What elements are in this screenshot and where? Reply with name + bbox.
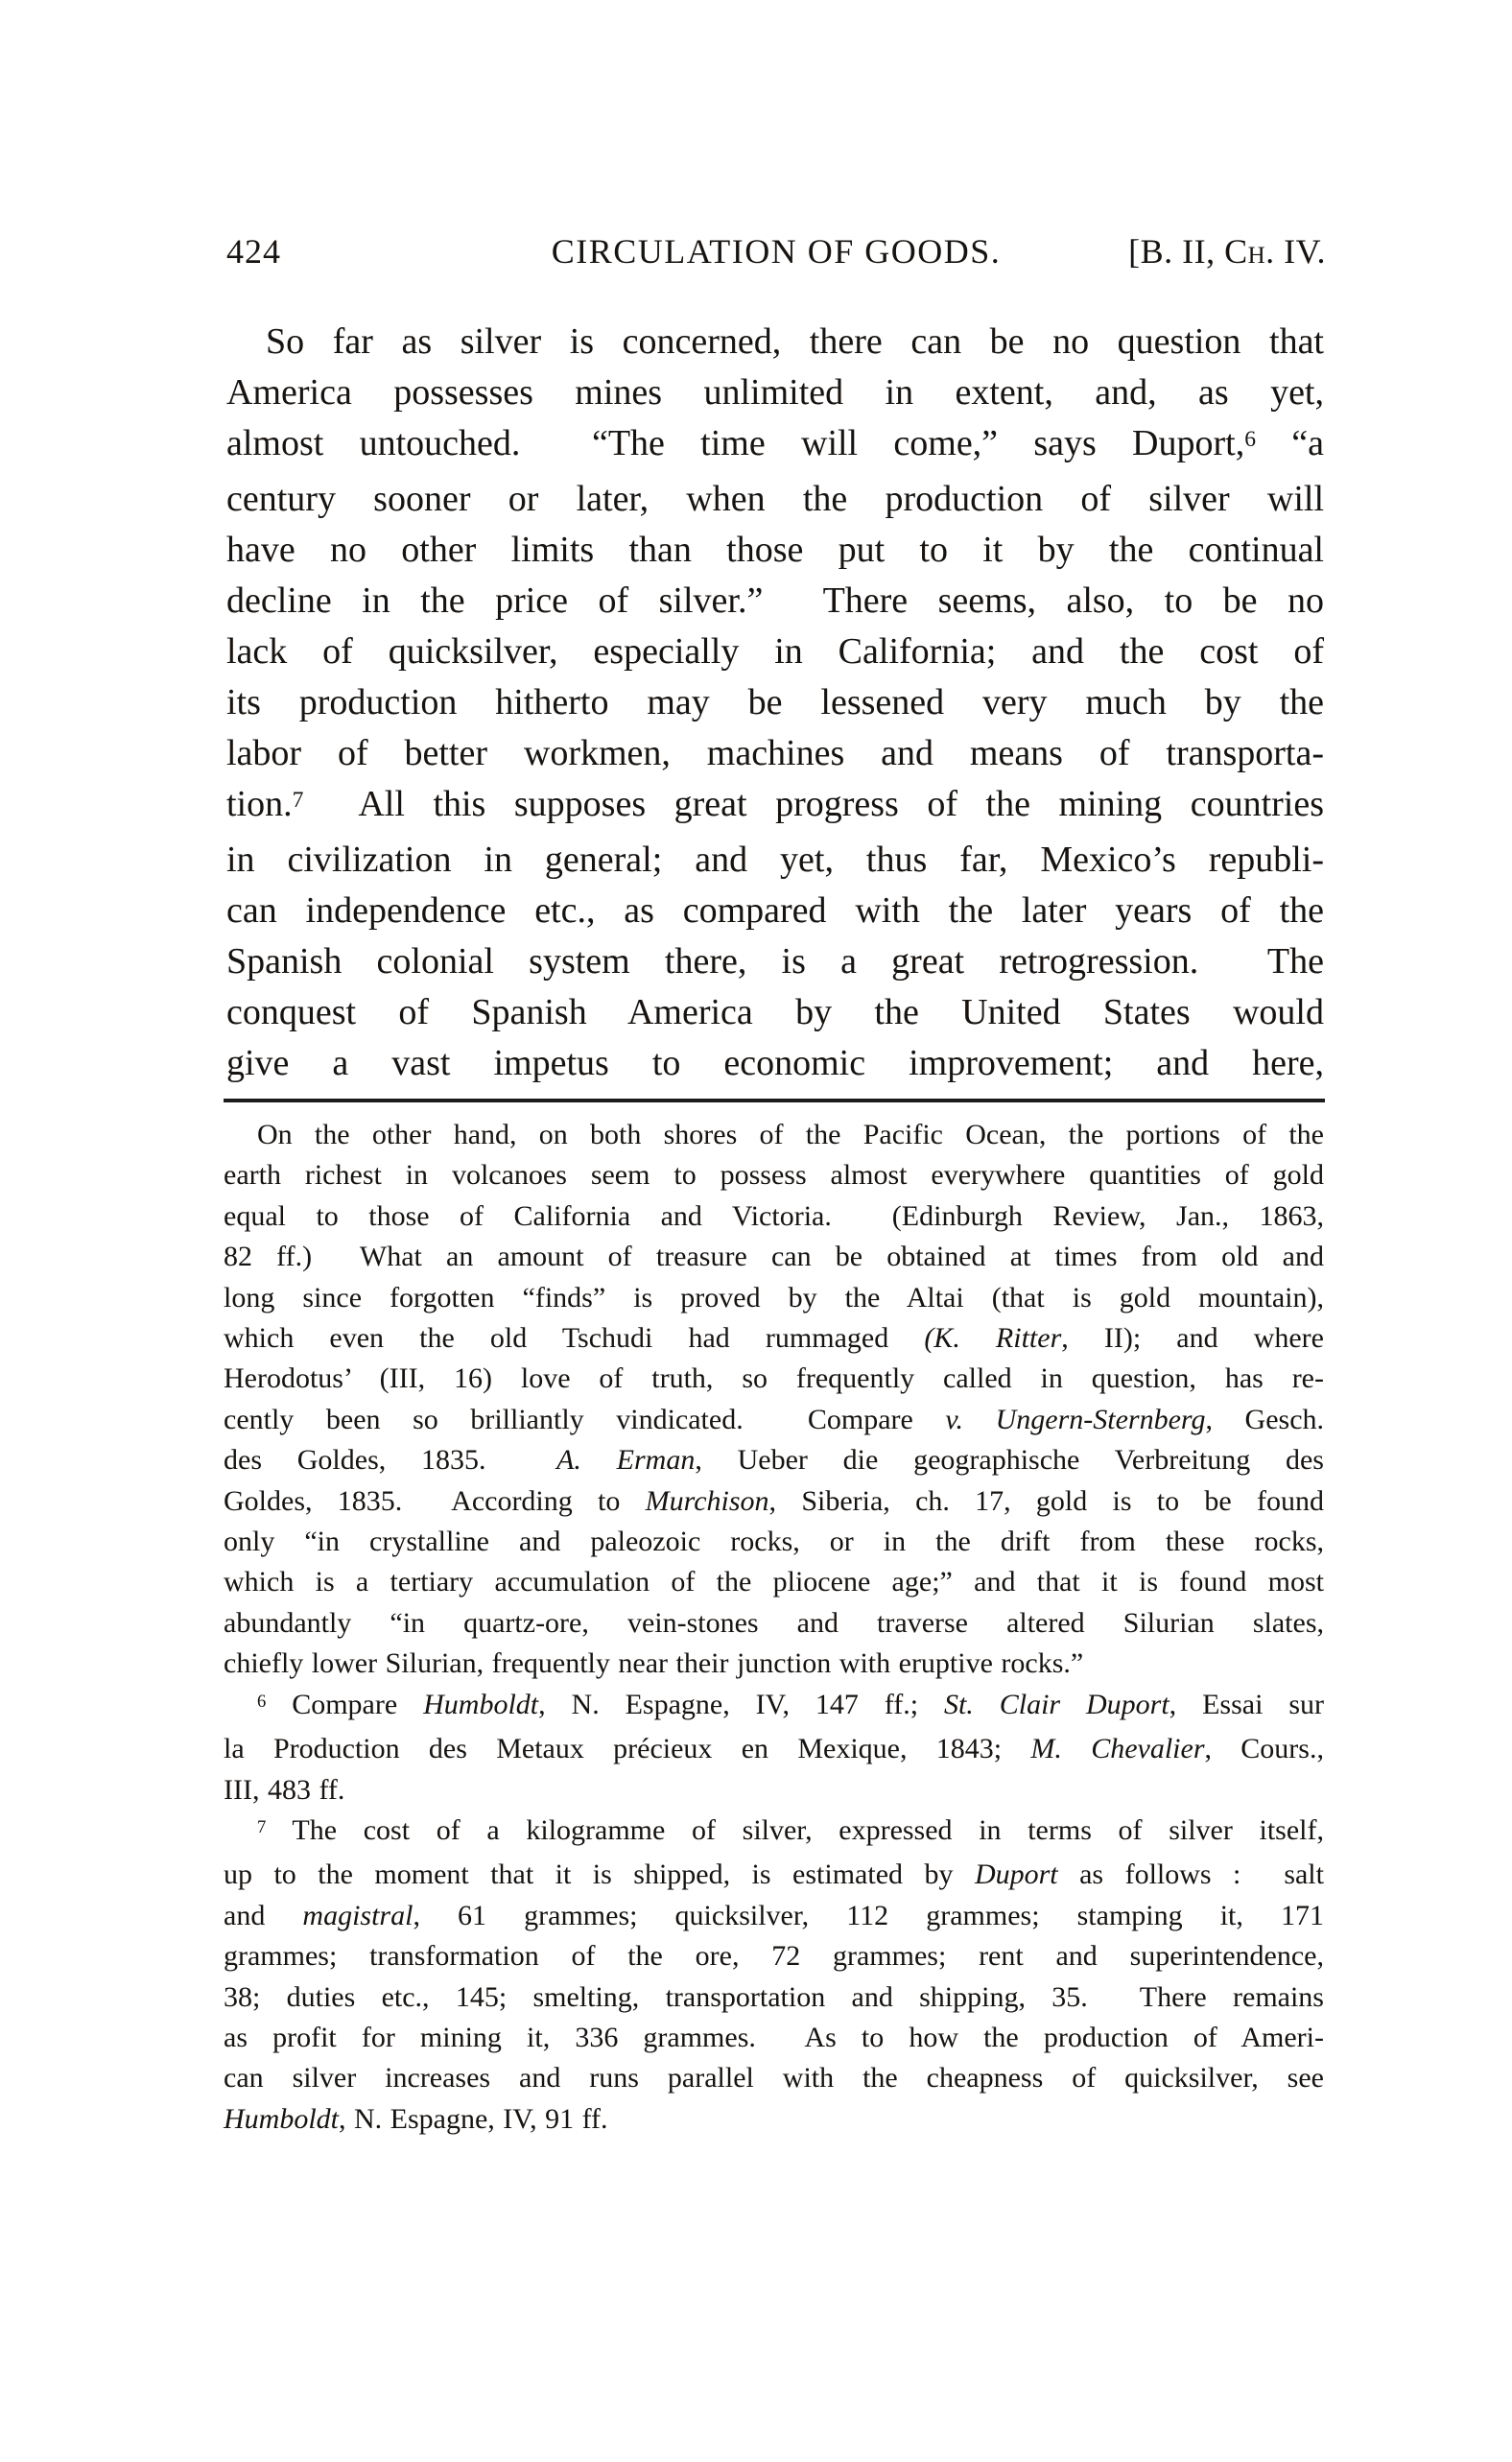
footnote-marker: 6 [1244, 427, 1256, 453]
text-segment: conquest of Spanish America by the United States would [226, 992, 1324, 1032]
text-line [226, 779, 1324, 835]
text-segment: (K. Ritter [924, 1322, 1062, 1355]
text-line [224, 2058, 1324, 2098]
text-segment: , Siberia, ch. 17, gold is to be found [768, 1484, 1324, 1517]
text-line [224, 1977, 1324, 2018]
text-segment: have no other limits than those put to it by the continual [226, 530, 1324, 570]
text-line [224, 1359, 1324, 1399]
text-segment: decline in the price of silver.” There seems, also, to be no [226, 580, 1324, 621]
text-segment: Compare [266, 1688, 424, 1720]
text-segment: as follows : salt [1057, 1858, 1324, 1891]
text-segment: Herodotus’ (III, 16) love of truth, so frequently called in question, has re- [224, 1362, 1324, 1395]
footnote-marker: 7 [292, 788, 304, 814]
text-segment: which even the old Tschudi had rummaged [224, 1322, 925, 1355]
text-segment: give a vast impetus to economic improvement; and here, [226, 1043, 1324, 1083]
text-line [224, 1481, 1324, 1522]
text-segment: magistral [302, 1899, 413, 1931]
text-segment: abundantly “in quartz-ore, vein-stones and traverse altered Silurian slates, [224, 1606, 1324, 1639]
text-segment: up to the moment that it is shipped, is estimated by [224, 1858, 975, 1891]
text-segment: All this supposes great progress of the mining countries [303, 784, 1324, 824]
text-line [226, 987, 1324, 1038]
text-line [224, 1237, 1324, 1277]
text-segment: can independence etc., as compared with the later years of the [226, 890, 1324, 931]
text-segment: cently been so brilliantly vindicated. Compare [224, 1403, 946, 1435]
text-segment: A. Erman [556, 1444, 696, 1477]
text-segment: long since forgotten “finds” is proved by the Altai (that is gold mountain), [224, 1281, 1324, 1314]
text-line [226, 835, 1324, 886]
text-line [224, 1811, 1324, 1855]
text-segment: lack of quicksilver, especially in California; and the cost of [226, 631, 1324, 672]
text-line [224, 1115, 1324, 1155]
footnote-divider-rule [224, 1099, 1325, 1102]
text-segment: earth richest in volcanoes seem to possess almost everywhere quantities of gold [224, 1159, 1324, 1192]
text-line [226, 886, 1324, 936]
text-segment: tion. [226, 784, 293, 824]
text-segment: Humboldt [224, 2102, 339, 2135]
text-line [226, 474, 1324, 525]
text-segment: Humboldt [423, 1688, 539, 1720]
text-segment: which is a tertiary accumulation of the pliocene age;” and that it is found most [224, 1566, 1324, 1598]
text-segment: labor of better workmen, machines and means of transporta- [226, 733, 1324, 773]
text-segment: grammes; transformation of the ore, 72 grammes; rent and superintendence, [224, 1940, 1324, 1973]
text-line [224, 1400, 1324, 1440]
text-line [224, 1936, 1324, 1977]
text-line [224, 2018, 1324, 2058]
text-line [226, 525, 1324, 576]
text-line [226, 317, 1324, 367]
text-segment: , N. Espagne, IV, 147 ff.; [538, 1688, 944, 1720]
text-segment: 38; duties etc., 145; smelting, transportation and shipping, 35. There remains [224, 1980, 1324, 2013]
text-line [226, 1038, 1324, 1089]
text-segment: Duport [974, 1858, 1058, 1891]
text-segment: la Production des Metaux précieux en Mexique, 1843; [224, 1733, 1031, 1765]
text-segment: Spanish colonial system there, is a great retrogression. The [226, 941, 1324, 982]
text-segment: can silver increases and runs parallel with the cheapness of quicksilver, see [224, 2062, 1324, 2095]
text-segment: St. Clair Duport [943, 1688, 1169, 1720]
text-segment: chiefly lower Silurian, frequently near their junction with eruptive rocks.” [224, 1647, 1084, 1680]
text-line [226, 576, 1324, 627]
text-segment: , 61 grammes; quicksilver, 112 grammes; stamping it, 171 [413, 1899, 1324, 1931]
text-line [226, 627, 1324, 677]
text-segment: America possesses mines unlimited in extent, and, as yet, [226, 372, 1324, 413]
text-segment: only “in crystalline and paleozoic rocks, or in the drift from these rocks, [224, 1526, 1324, 1558]
text-line [224, 1770, 1324, 1811]
footnote-marker: 6 [257, 1691, 267, 1712]
text-line [224, 1562, 1324, 1602]
text-segment: “a [1256, 423, 1325, 463]
text-line [224, 1155, 1324, 1195]
text-line [224, 1278, 1324, 1318]
text-segment: as profit for mining it, 336 grammes. As to how the production of Ameri- [224, 2021, 1324, 2053]
text-line [224, 2099, 1324, 2140]
text-segment: and [224, 1899, 303, 1931]
text-line [224, 1196, 1324, 1237]
text-segment: equal to those of California and Victoria. (Edinburgh Review, Jan., 1863, [224, 1199, 1324, 1232]
text-line [224, 1440, 1324, 1480]
text-segment: v. Ungern-Sternberg [945, 1403, 1206, 1435]
text-segment: III, 483 ff. [224, 1773, 345, 1806]
text-segment: , Gesch. [1205, 1403, 1325, 1435]
text-line [226, 367, 1324, 418]
text-line [226, 418, 1324, 474]
text-segment: des Goldes, 1835. [224, 1444, 557, 1477]
page-number: 424 [226, 232, 281, 271]
text-line [226, 728, 1324, 779]
text-line [224, 1896, 1324, 1936]
text-segment: Goldes, 1835. According to [224, 1484, 646, 1517]
footnotes-block [224, 1115, 1324, 2140]
text-segment: 82 ff.) What an amount of treasure can be obtained at times from old and [224, 1241, 1324, 1273]
page-header [226, 230, 1326, 274]
text-segment: in civilization in general; and yet, thus far, Mexico’s republi- [226, 840, 1324, 880]
text-line [224, 1522, 1324, 1562]
text-line [224, 1644, 1324, 1684]
text-segment: , Ueber die geographische Verbreitung des [695, 1444, 1324, 1477]
text-segment: century sooner or later, when the production of silver will [226, 479, 1324, 519]
text-line [224, 1603, 1324, 1644]
text-segment: , Cours., [1204, 1733, 1324, 1765]
text-segment: almost untouched. “The time will come,” says Duport, [226, 423, 1245, 463]
text-segment: , II); and where [1061, 1322, 1324, 1355]
text-line [224, 1685, 1324, 1729]
text-line [224, 1318, 1324, 1359]
text-segment: Murchison [645, 1484, 769, 1517]
text-segment: M. Chevalier [1030, 1733, 1205, 1765]
text-segment: , Essai sur [1169, 1688, 1324, 1720]
text-line [224, 1855, 1324, 1895]
text-segment: , N. Espagne, IV, 91 ff. [339, 2102, 608, 2135]
text-segment: The cost of a kilogramme of silver, expressed in terms of silver itself, [266, 1813, 1324, 1846]
text-segment: So far as silver is concerned, there can be no question that [266, 321, 1324, 362]
main-paragraph [226, 317, 1324, 1089]
text-segment: On the other hand, on both shores of the Pacific Ocean, the portions of the [257, 1119, 1324, 1150]
chapter-reference: [B. II, Ch. IV. [1128, 232, 1326, 271]
text-segment: its production hitherto may be lessened very much by the [226, 682, 1324, 722]
text-line [224, 1729, 1324, 1769]
running-title: CIRCULATION OF GOODS. [551, 232, 1002, 271]
text-line [226, 936, 1324, 987]
text-line [226, 677, 1324, 728]
footnote-marker: 7 [257, 1816, 267, 1837]
